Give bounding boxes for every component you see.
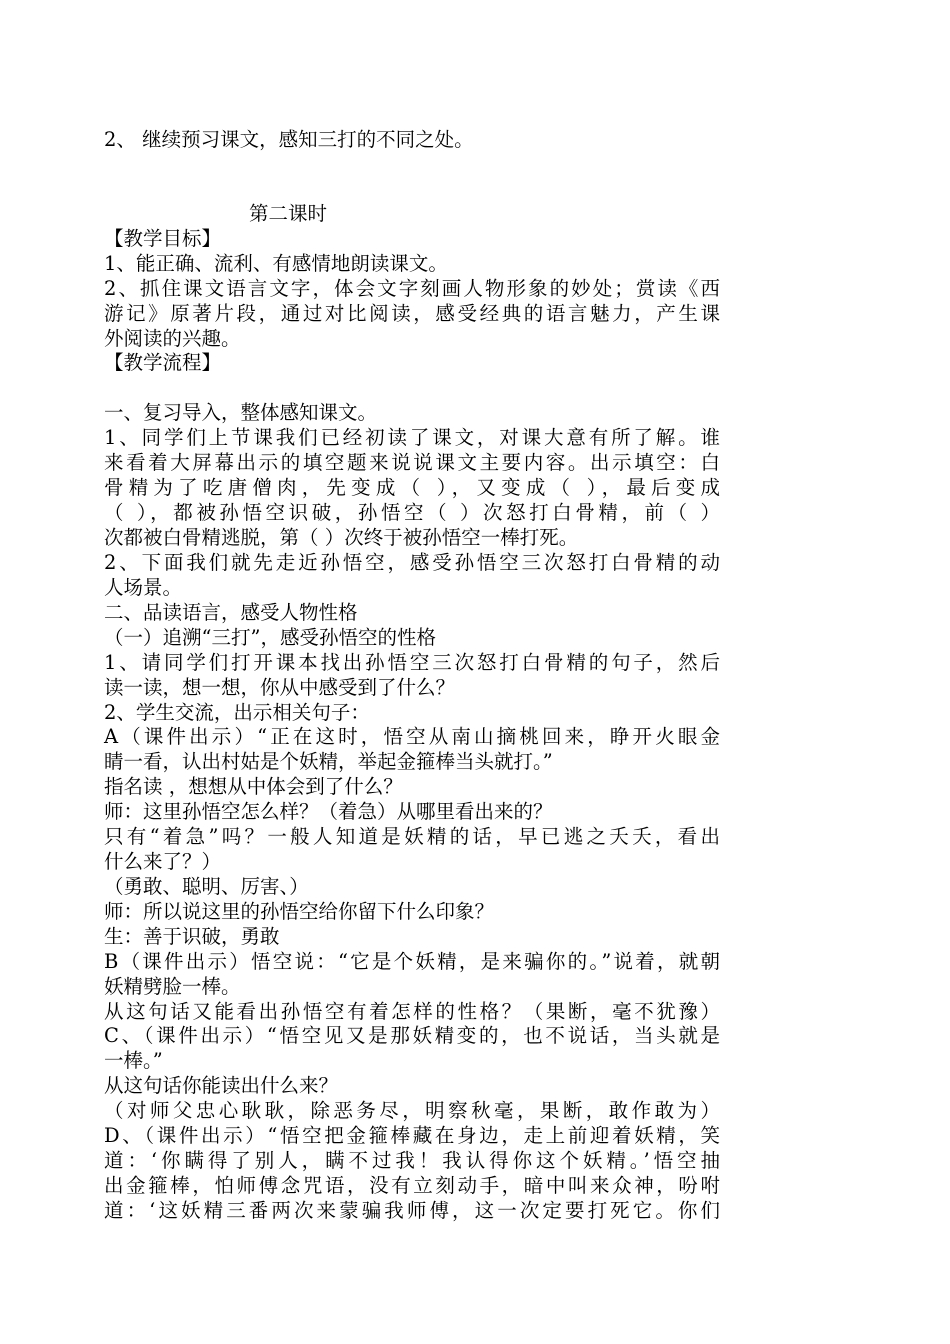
text-line: 睛一看，认出村姑是个妖精，举起金箍棒当头就打。” <box>104 750 553 773</box>
text-line: 道：‘这妖精三番两次来蒙骗我师傅，这一次定要打死它。你们 <box>104 1199 720 1222</box>
text-line: 外阅读的兴趣。 <box>104 327 241 350</box>
section-heading-process: 【教学流程】 <box>104 351 222 374</box>
subsection-heading: （一）追溯“三打”，感受孙悟空的性格 <box>104 626 436 649</box>
text-line: （ ），都被孙悟空识破，孙悟空（ ）次怒打白骨精，前（ ） <box>104 501 720 524</box>
text-line: （对师父忠心耿耿，除恶务尽，明察秋毫，果断，敢作敢为） <box>104 1099 720 1122</box>
section-heading-goals: 【教学目标】 <box>104 227 222 250</box>
text-line: 2、学生交流，出示相关句子： <box>104 701 370 724</box>
text-line: 从这句话又能看出孙悟空有着怎样的性格？（果断，毫不犹豫） <box>104 1000 720 1023</box>
section-heading-reading: 二、品读语言，感受人物性格 <box>104 601 358 624</box>
text-line: A（课件出示）“正在这时，悟空从南山摘桃回来，睁开火眼金 <box>104 725 720 748</box>
text-line: 1、同学们上节课我们已经初读了课文，对课大意有所了解。谁 <box>104 426 720 449</box>
text-line: 2、下面我们就先走近孙悟空，感受孙悟空三次怒打白骨精的动 <box>104 551 720 574</box>
text-line: D、（课件出示）“悟空把金箍棒藏在身边，走上前迎着妖精，笑 <box>104 1124 720 1147</box>
text-line: 游记》原著片段，通过对比阅读，感受经典的语言魅力，产生课 <box>104 302 720 325</box>
text-line: 什么来了？） <box>104 850 222 873</box>
text-line: B（课件出示）悟空说：“它是个妖精，是来骗你的。”说着，就朝 <box>104 950 720 973</box>
text-line: 骨精为了吃唐僧肉，先变成（ ），又变成（ ），最后变成 <box>104 476 720 499</box>
text-line: 师：这里孙悟空怎么样？（着急）从哪里看出来的？ <box>104 800 553 823</box>
text-line: 出金箍棒，怕师傅念咒语，没有立刻动手，暗中叫来众神，吩咐 <box>104 1174 720 1197</box>
text-line: 生：善于识破，勇敢 <box>104 925 280 948</box>
text-line: 读一读，想一想，你从中感受到了什么？ <box>104 676 456 699</box>
text-line: 人场景。 <box>104 576 183 599</box>
text-line: 一棒。” <box>104 1049 163 1072</box>
text-line: 只有“着急”吗？一般人知道是妖精的话，早已逃之夭夭，看出 <box>104 825 720 848</box>
section-heading-review: 一、复习导入，整体感知课文。 <box>104 401 378 424</box>
text-line: 指名读 ，想想从中体会到了什么？ <box>104 775 403 798</box>
text-line: 来看着大屏幕出示的填空题来说说课文主要内容。出示填空：白 <box>104 451 720 474</box>
text-line: C、（课件出示）“悟空见又是那妖精变的，也不说话，当头就是 <box>104 1024 720 1047</box>
text-line: 师：所以说这里的孙悟空给你留下什么印象？ <box>104 900 495 923</box>
text-line: 从这句话你能读出什么来？ <box>104 1074 339 1097</box>
text-line: 次都被白骨精逃脱，第（ ）次终于被孙悟空一棒打死。 <box>104 526 579 549</box>
lesson-title: 第二课时 <box>249 202 328 225</box>
text-line-homework: 2、 继续预习课文，感知三打的不同之处。 <box>104 128 474 151</box>
text-line: 1、能正确、流利、有感情地朗读课文。 <box>104 252 448 275</box>
text-line: 1、请同学们打开课本找出孙悟空三次怒打白骨精的句子，然后 <box>104 651 720 674</box>
text-line: 道：‘你瞒得了别人，瞒不过我！我认得你这个妖精。’悟空抽 <box>104 1149 720 1172</box>
text-line: 妖精劈脸一棒。 <box>104 975 241 998</box>
document-page <box>104 0 720 1344</box>
text-line: 2、抓住课文语言文字，体会文字刻画人物形象的妙处；赏读《西 <box>104 277 720 300</box>
text-line: （勇敢、聪明、厉害、） <box>104 875 309 898</box>
